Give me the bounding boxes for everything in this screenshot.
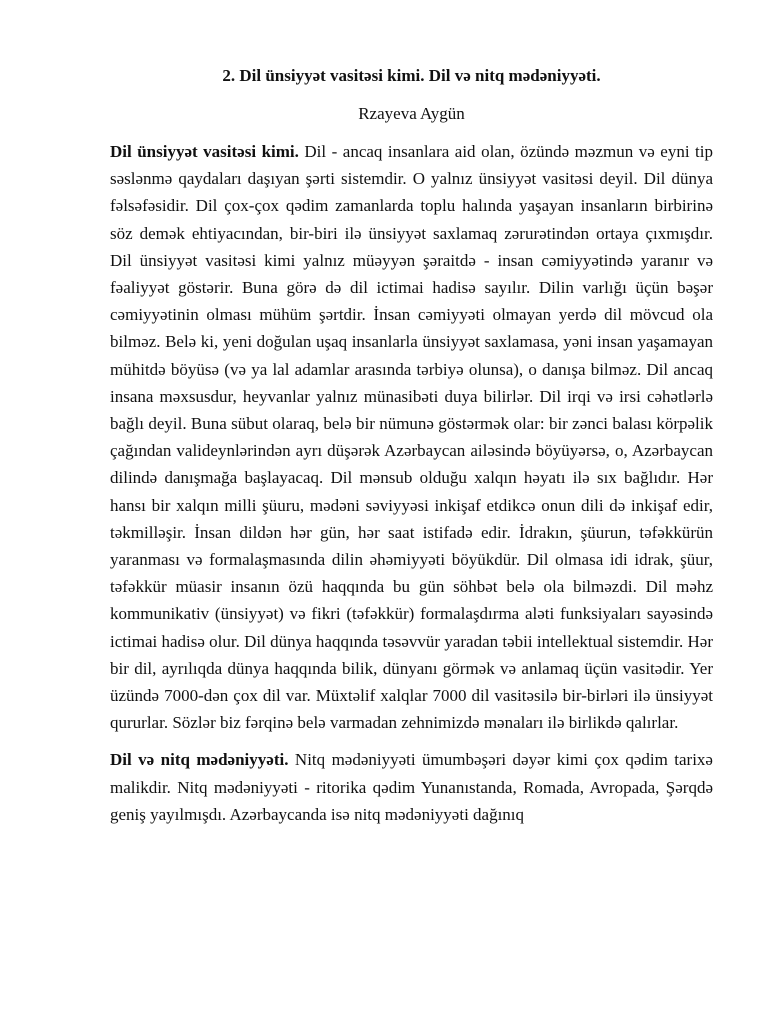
document-author: Rzayeva Aygün — [358, 104, 465, 123]
document-page — [110, 64, 713, 838]
paragraph-language-and-speech-culture — [110, 746, 713, 828]
section-heading: Dil və nitq mədəniyyəti. — [110, 750, 289, 770]
paragraph-language-as-communication — [110, 138, 713, 736]
section-body: Nitq mədəniyyəti ümumbəşəri dəyər kimi çox qədim tarixə malikdir. Nitq mədəniyyəti - ritorika qədim Yunanıstanda, Romada, Avropada, Şərqdə geniş yayılmışdı. Azərbaycanda isə nitq mədəniyyəti dağınıq — [110, 750, 713, 824]
section-body: Dil - ancaq insanlara aid olan, özündə məzmun və eyni tip səslənmə qaydaları daşıyan şərti sistemdir. O yalnız ünsiyyət vasitəsi deyil. Dil dünya fəlsəfəsidir. Dil çox-çox qədim zamanlarda toplu halında yaşayan insanların birbirinə söz demək ehtiyacından, bir-biri ilə ünsiyyət saxlamaq zərurətindən ortaya çıxmışdır. Dil ünsiyyət vasitəsi kimi yalnız müəyyən şəraitdə - insan cəmiyyətində yaranır və fəaliyyət göstərir. Buna görə də dil ictimai hadisə sayılır. Dilin varlığı üçün bəşər cəmiyyətinin olması mühüm şərtdir. İnsan cəmiyyəti olmayan yerdə dil mövcud ola bilməz. Belə ki, yeni doğulan uşaq insanlarla ünsiyyət saxlamasa, yəni insan yaşamayan mühitdə böyüsə (və ya lal adamlar arasında tərbiyə olunsa), o danışa bilməz. Dil ancaq insana məxsusdur, heyvanlar yalnız münasibəti duya bilirlər. Dil irqi və irsi cəhətlərlə bağlı deyil. Buna sübut olaraq, belə bir nümunə göstərmək olar: bir zənci balası körpəlik çağından valideynlərindən ayrı düşərək Azərbaycan ailəsində böyüyərsə, o, Azərbaycan dilində danışmağa başlayacaq. Dil mənsub olduğu xalqın həyatı ilə sıx bağlıdır. Hər hansı bir xalqın milli şüuru, mədəni səviyyəsi inkişaf etdikcə onun dili də inkişaf edir, təkmilləşir. İnsan dildən hər gün, hər saat istifadə edir. İdrakın, şüurun, təfəkkürün yaranması və formalaşmasında dilin əhəmiyyəti böyükdür. Dil olmasa idi idrak, şüur, təfəkkür müasir insanın özü haqqında bu gün söhbət belə ola bilməzdi. Dil məhz kommunikativ (ünsiyyət) və fikri (təfəkkür) formalaşdırma aləti funksiyaları sayəsində ictimai hadisə olur. Dil dünya haqqında təsəvvür yaradan təbii intellektual sistemdir. Hər bir dil, ayrılıqda dünya haqqında bilik, dünyanı görmək və anlamaq üçün vasitədir. Yer üzündə 7000-dən çox dil var. Müxtəlif xalqlar 7000 dil vasitəsilə bir-birləri ilə ünsiyyət qururlar. Sözlər biz fərqinə belə varmadan zehnimizdə mənaları ilə birlikdə qalırlar. — [110, 142, 713, 733]
section-heading: Dil ünsiyyət vasitəsi kimi. — [110, 142, 299, 161]
document-title: 2. Dil ünsiyyət vasitəsi kimi. Dil və nitq mədəniyyəti. — [222, 66, 601, 85]
